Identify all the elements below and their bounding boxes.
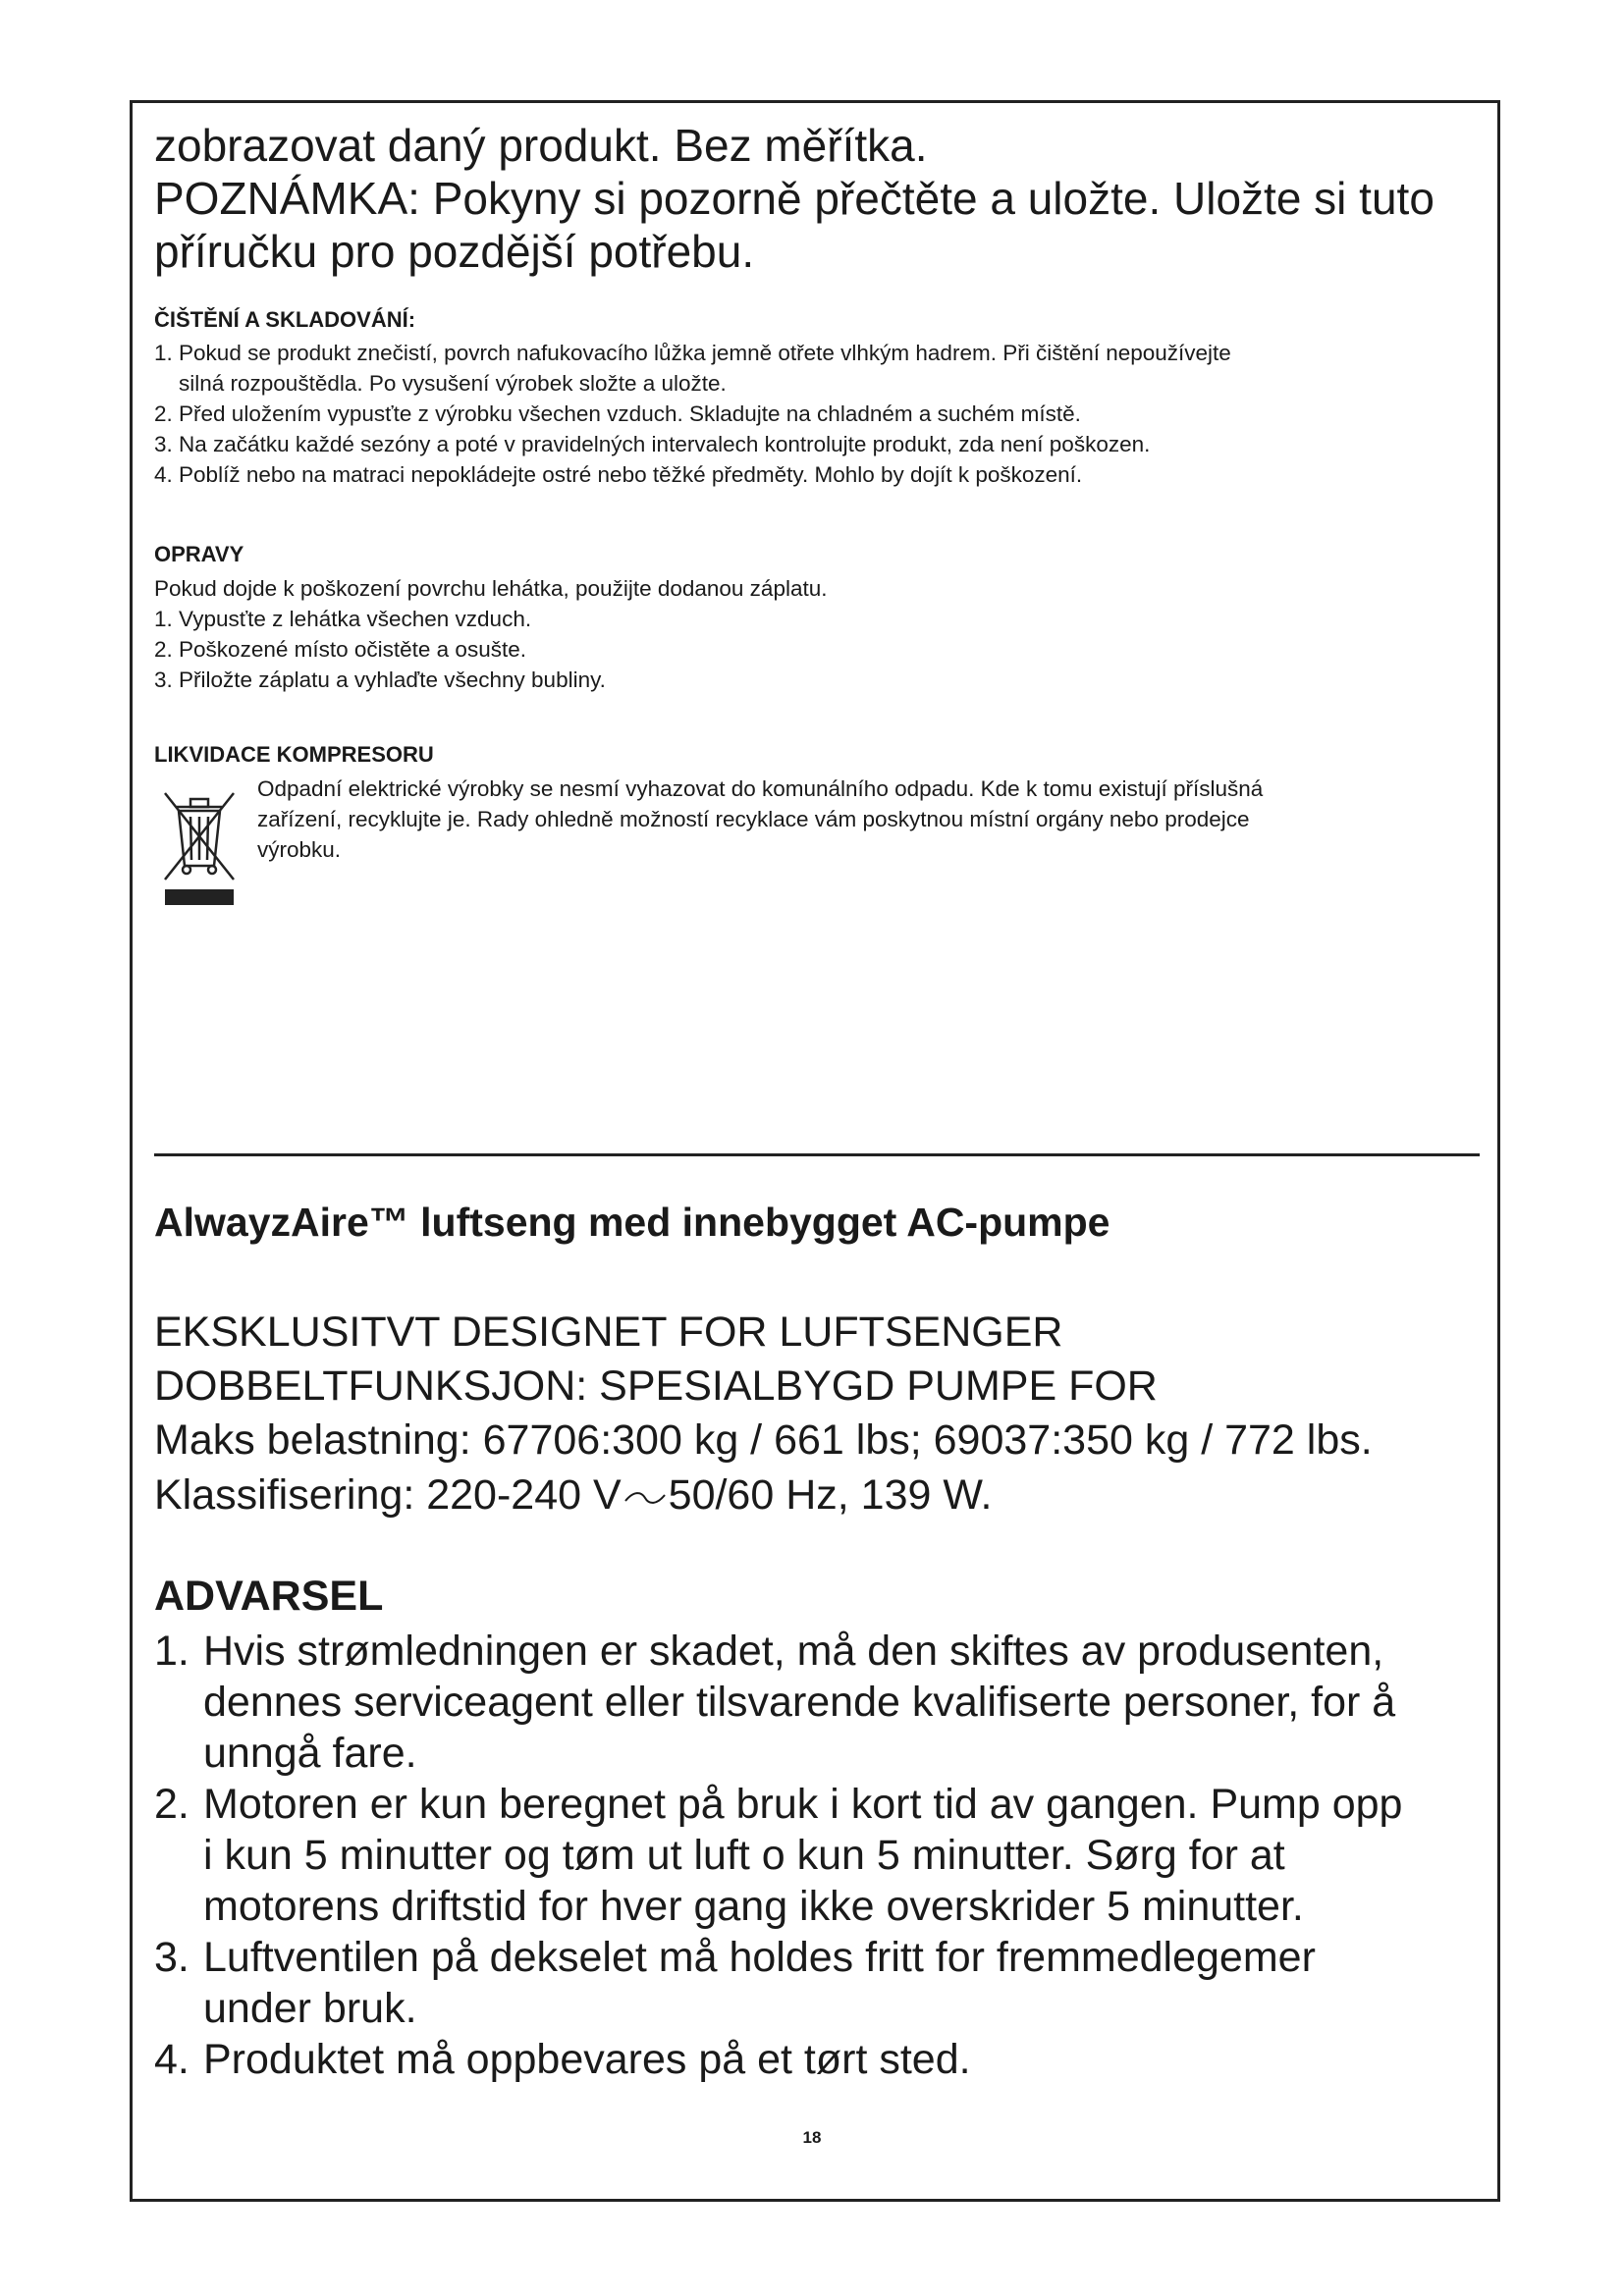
repairs-heading: OPRAVY [154, 542, 244, 566]
warning-item-2-line-3: motorens driftstid for hver gang ikke overskrider 5 minutter. [203, 1883, 1304, 1930]
warning-item-3-line-1: Luftventilen på dekselet må holdes fritt for fremmedlegemer [203, 1934, 1316, 1981]
warning-item-1-num: 1. [154, 1628, 189, 1675]
warning-item-1 [154, 1626, 1489, 1779]
repairs-item-1-num: 1. [154, 607, 173, 631]
cleaning-item-4 [154, 459, 1470, 490]
disposal-line-1: Odpadní elektrické výrobky se nesmí vyhazovat do komunálního odpadu. Kde k tomu existují příslušná [257, 776, 1264, 801]
spec-frequency-power: 50/60 Hz, 139 W. [668, 1471, 993, 1519]
spec-voltage: Klassifisering: 220-240 V [154, 1471, 622, 1519]
product-title: AlwayzAire™ luftseng med innebygget AC-pumpe [154, 1200, 1110, 1245]
cleaning-item-3-num: 3. [154, 432, 173, 456]
cleaning-item-2-text: Před uložením vypusťte z výrobku všechen vzduch. Skladujte na chladném a suchém místě. [179, 401, 1081, 426]
cleaning-item-3-text: Na začátku každé sezóny a poté v pravidelných intervalech kontrolujte produkt, zda není poškozen. [179, 432, 1151, 456]
repairs-list [154, 573, 1470, 695]
repairs-item-3-text: Přiložte záplatu a vyhlaďte všechny bubliny. [179, 667, 606, 692]
warning-item-1-line-3: unngå fare. [203, 1730, 417, 1777]
repairs-item-3-num: 3. [154, 667, 173, 692]
cleaning-list [154, 338, 1470, 490]
cleaning-item-1-num: 1. [154, 341, 173, 365]
warning-heading: ADVARSEL [154, 1573, 384, 1620]
repairs-item-3 [154, 665, 1470, 695]
warning-item-4-num: 4. [154, 2036, 189, 2083]
warning-item-4 [154, 2034, 1489, 2085]
alternating-current-icon [623, 1487, 667, 1509]
warning-item-2-line-1: Motoren er kun beregnet på bruk i kort tid av gangen. Pump opp [203, 1781, 1403, 1828]
disposal-heading: LIKVIDACE KOMPRESORU [154, 742, 434, 767]
warning-item-3-line-2: under bruk. [203, 1985, 417, 2032]
spec-line-4 [154, 1468, 993, 1522]
disposal-line-3: výrobku. [257, 837, 342, 862]
cleaning-item-2-num: 2. [154, 401, 173, 426]
cleaning-item-1-continued: silná rozpouštědla. Po vysušení výrobek složte a uložte. [179, 371, 727, 396]
cleaning-item-4-num: 4. [154, 462, 173, 487]
warning-item-3-num: 3. [154, 1934, 189, 1981]
disposal-text [257, 774, 1475, 865]
repairs-item-2-num: 2. [154, 637, 173, 662]
cleaning-item-4-text: Poblíž nebo na matraci nepokládejte ostré nebo těžké předměty. Mohlo by dojít k poškození. [179, 462, 1083, 487]
warning-item-4-line-1: Produktet må oppbevares på et tørt sted. [203, 2036, 971, 2083]
repairs-intro: Pokud dojde k poškození povrchu lehátka, použijte dodanou záplatu. [154, 576, 828, 601]
cleaning-heading: ČIŠTĚNÍ A SKLADOVÁNÍ: [154, 307, 416, 332]
cleaning-item-2 [154, 399, 1470, 429]
intro-line-1: zobrazovat daný produkt. Bez měřítka. [154, 120, 928, 171]
warning-item-1-line-2: dennes serviceagent eller tilsvarende kvalifiserte personer, for å [203, 1679, 1396, 1726]
spec-line-3: Maks belastning: 67706:300 kg / 661 lbs; 69037:350 kg / 772 lbs. [154, 1416, 1373, 1464]
warning-item-1-line-1: Hvis strømledningen er skadet, må den skiftes av produsenten, [203, 1628, 1384, 1675]
spec-line-2: DOBBELTFUNKSJON: SPESIALBYGD PUMPE FOR [154, 1362, 1158, 1410]
warning-item-2-line-2: i kun 5 minutter og tøm ut luft o kun 5 minutter. Sørg for at [203, 1832, 1285, 1879]
warning-list [154, 1626, 1489, 2085]
repairs-item-2-text: Poškozené místo očistěte a osušte. [179, 637, 526, 662]
intro-note-line-3: příručku pro pozdější potřebu. [154, 226, 755, 277]
weee-crossed-bin-icon [157, 785, 241, 913]
cleaning-item-1-text: Pokud se produkt znečistí, povrch nafukovacího lůžka jemně otřete vlhkým hadrem. Při čištění nepoužívejte [179, 341, 1231, 365]
section-divider [154, 1153, 1480, 1156]
repairs-item-1 [154, 604, 1470, 634]
repairs-item-2 [154, 634, 1470, 665]
warning-item-3 [154, 1932, 1489, 2034]
page-number: 18 [802, 2128, 822, 2147]
cleaning-item-1 [154, 338, 1470, 368]
warning-item-2 [154, 1779, 1489, 1932]
intro-note-line-2: POZNÁMKA: Pokyny si pozorně přečtěte a uložte. Uložte si tuto [154, 173, 1435, 224]
disposal-line-2: zařízení, recyklujte je. Rady ohledně možností recyklace vám poskytnou místní orgány nebo prodejce [257, 807, 1250, 831]
repairs-item-1-text: Vypusťte z lehátka všechen vzduch. [179, 607, 532, 631]
warning-item-2-num: 2. [154, 1781, 189, 1828]
spec-line-1: EKSKLUSITVT DESIGNET FOR LUFTSENGER [154, 1308, 1063, 1356]
cleaning-item-3 [154, 429, 1470, 459]
